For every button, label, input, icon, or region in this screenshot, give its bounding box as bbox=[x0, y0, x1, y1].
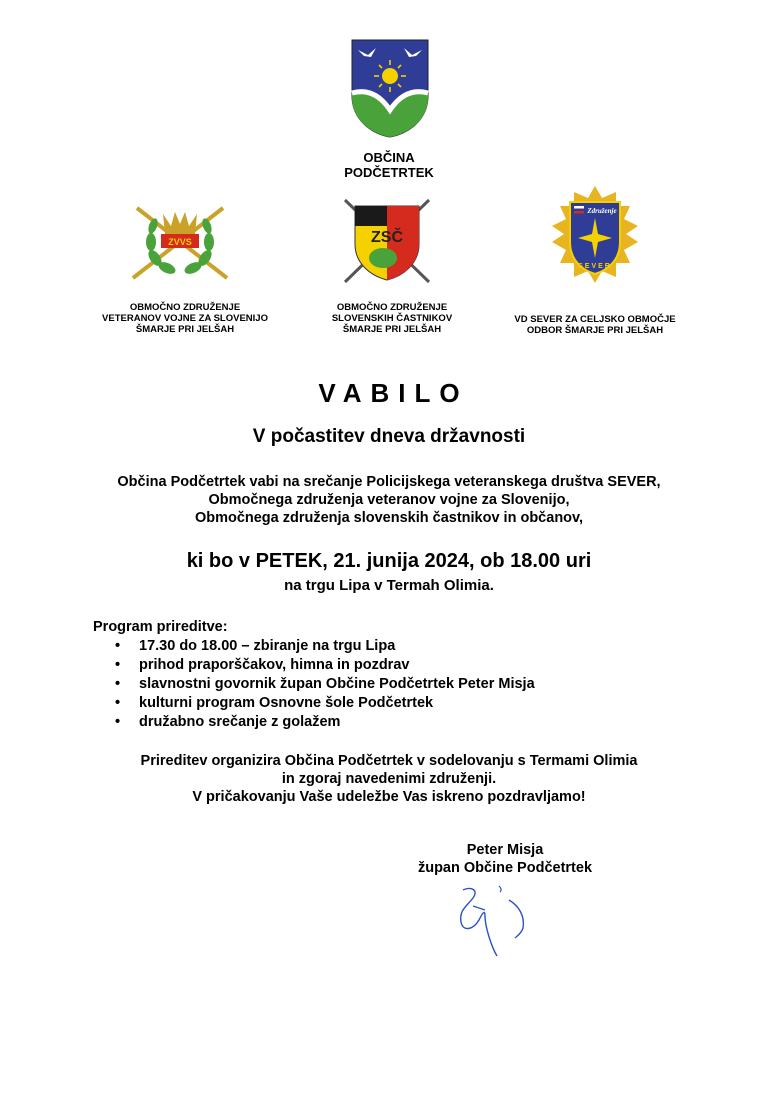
municipality-crest bbox=[350, 38, 430, 143]
org-caption-line: VETERANOV VOJNE ZA SLOVENIJO bbox=[102, 313, 268, 324]
municipality-line-1: OBČINA bbox=[363, 150, 415, 165]
zvvs-emblem-text: ZVVS bbox=[168, 237, 192, 247]
org-caption-line: SLOVENSKIH ČASTNIKOV bbox=[331, 313, 453, 324]
program-item: • 17.30 do 18.00 – zbiranje na trgu Lipa bbox=[115, 637, 535, 656]
program-item: • kulturni program Osnovne šole Podčetrtek bbox=[115, 694, 535, 713]
org-caption-line: OBMOČNO ZDRUŽENJE bbox=[129, 302, 241, 313]
program-item: • slavnostni govornik župan Občine Podčetrtek Peter Misja bbox=[115, 675, 535, 694]
org-caption-line: ŠMARJE PRI JELŠAH bbox=[135, 324, 235, 335]
org-caption-line: ŠMARJE PRI JELŠAH bbox=[342, 324, 442, 335]
signatory-name: Peter Misja bbox=[466, 842, 544, 858]
closing-line-3: V pričakovanju Vaše udeležbe Vas iskreno pozdravljamo! bbox=[192, 789, 586, 805]
sever-emblem-text-bottom: SEVER bbox=[578, 263, 612, 270]
intro-line-1: Občina Podčetrtek vabi na srečanje Policijskega veteranskega društva SEVER, bbox=[117, 474, 661, 490]
zvvs-emblem bbox=[125, 192, 235, 289]
org-caption-zvvs bbox=[90, 302, 280, 335]
intro-line-3: Območnega združenja slovenskih častnikov in občanov, bbox=[194, 510, 584, 526]
zsc-emblem bbox=[337, 192, 437, 293]
event-location: na trgu Lipa v Termah Olimia. bbox=[284, 577, 494, 594]
closing-line-1: Prireditev organizira Občina Podčetrtek v sodelovanju s Termami Olimia bbox=[140, 753, 638, 769]
event-date-time: ki bo v PETEK, 21. junija 2024, ob 18.00 uri bbox=[186, 550, 592, 572]
org-caption-line: OBMOČNO ZDRUŽENJE bbox=[336, 302, 448, 313]
invitation-intro bbox=[0, 473, 778, 527]
municipality-line-2: PODČETRTEK bbox=[344, 165, 434, 180]
zsc-emblem-text: ZSČ bbox=[371, 229, 403, 246]
intro-line-2: Območnega združenja veteranov vojne za Slovenijo, bbox=[208, 492, 570, 508]
sever-emblem bbox=[540, 184, 650, 289]
program-list bbox=[115, 637, 535, 732]
invitation-title: VABILO bbox=[318, 378, 469, 408]
org-caption-zsc bbox=[312, 302, 472, 335]
program-heading: Program prireditve: bbox=[93, 619, 228, 635]
closing-line-2: in zgoraj navedenimi združenji. bbox=[281, 771, 497, 787]
program-item: • družabno srečanje z golažem bbox=[115, 713, 535, 732]
municipality-name bbox=[289, 150, 489, 180]
org-caption-line: ODBOR ŠMARJE PRI JELŠAH bbox=[526, 325, 664, 336]
handwritten-signature bbox=[445, 880, 555, 965]
closing-text bbox=[0, 752, 778, 806]
org-caption-line: VD SEVER ZA CELJSKO OBMOČJE bbox=[514, 314, 676, 325]
program-item: • prihod praporščakov, himna in pozdrav bbox=[115, 656, 535, 675]
org-caption-sever bbox=[500, 314, 690, 336]
signatory-title: župan Občine Podčetrtek bbox=[417, 860, 593, 876]
invitation-subtitle: V počastitev dneva državnosti bbox=[252, 426, 526, 447]
sever-emblem-text-top: Združenje bbox=[587, 207, 617, 215]
